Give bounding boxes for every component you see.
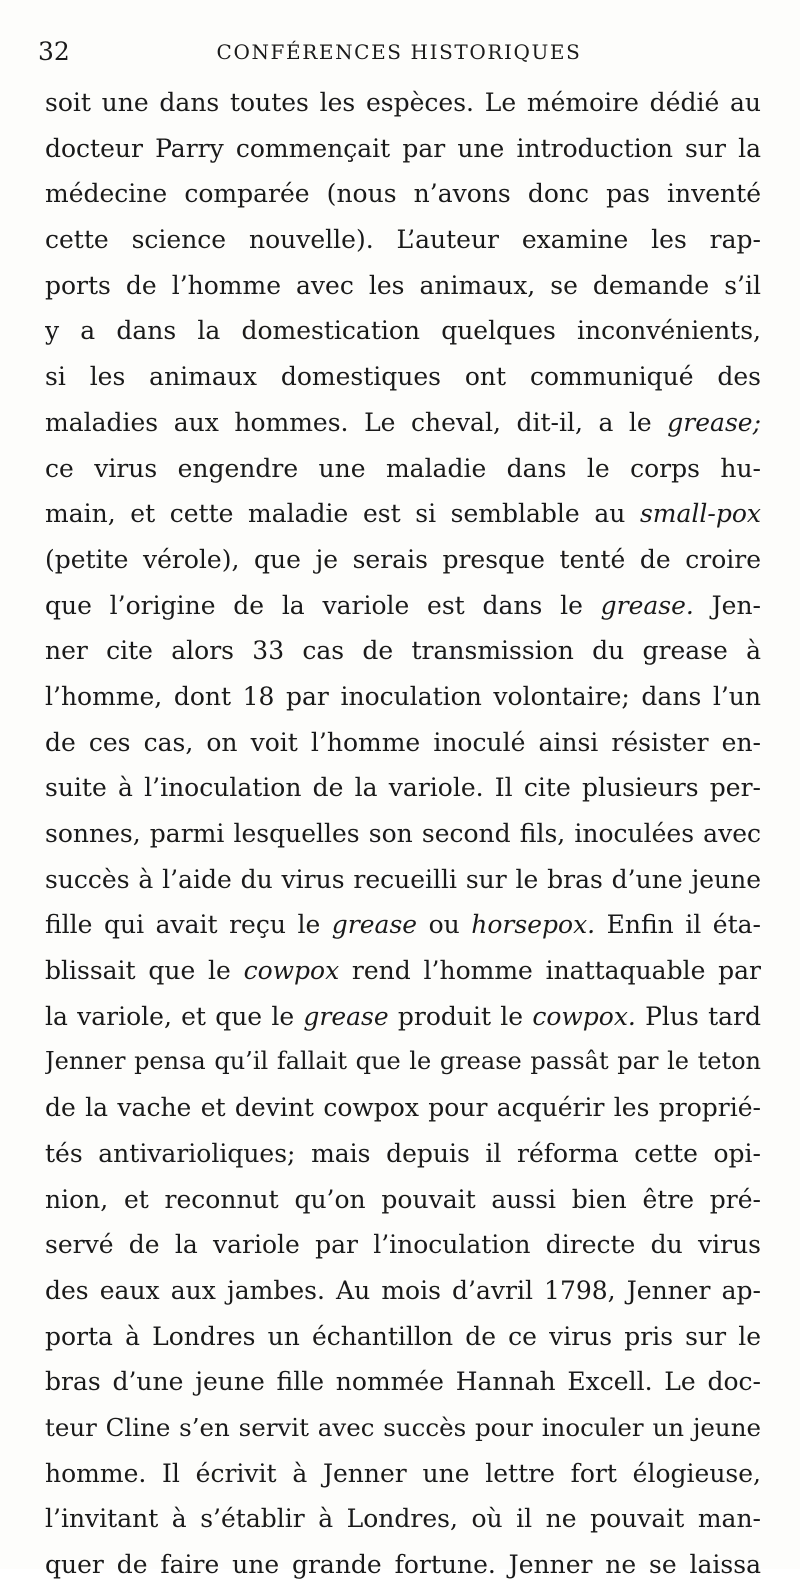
text-run: ports de l’homme avec les animaux, se demande s’il <box>45 270 761 300</box>
text-run: y a dans la domestication quelques inconvénients, <box>45 316 761 346</box>
text-run: l’homme, dont 18 par inoculation volontaire; dans l’un <box>45 681 761 711</box>
italic-text: grease <box>331 910 418 940</box>
text-line <box>45 537 761 583</box>
text-line <box>45 171 761 217</box>
text-run: quer de faire une grande fortune. Jenner ne se laissa <box>45 1550 761 1579</box>
text-line <box>45 811 761 857</box>
text-run: que l’origine de la variole est dans le <box>45 590 601 620</box>
text-line <box>45 1268 761 1314</box>
body-text <box>45 80 761 1588</box>
text-run: cette science nouvelle). L’auteur examine les rap- <box>45 225 761 255</box>
text-run: suite à l’inoculation de la variole. Il cite plusieurs per- <box>45 773 761 803</box>
text-run: porta à Londres un échantillon de ce virus pris sur le <box>45 1321 761 1351</box>
text-line <box>45 1314 761 1360</box>
text-line <box>45 1359 761 1405</box>
text-run: Plus tard <box>635 1001 761 1031</box>
text-run: Enfin il éta- <box>595 910 761 940</box>
text-run: soit une dans toutes les espèces. Le mémoire dédié au <box>45 88 761 117</box>
text-run: fille qui avait reçu le <box>45 910 332 940</box>
text-run: de la vache et devint cowpox pour acquérir les proprié- <box>45 1093 761 1123</box>
italic-text: grease. <box>600 590 694 620</box>
text-run: produit le <box>388 1001 533 1031</box>
text-line <box>45 354 761 400</box>
text-line <box>45 1177 761 1223</box>
italic-text: cowpox. <box>532 1001 636 1031</box>
text-run: tés antivarioliques; mais depuis il réforma cette opi- <box>45 1138 761 1168</box>
text-run: (petite vérole), que je serais presque tenté de croire <box>45 544 761 574</box>
text-line <box>45 948 761 994</box>
text-line <box>45 1542 761 1588</box>
text-run: blissait que le <box>45 956 244 986</box>
italic-text: horsepox. <box>471 910 596 940</box>
text-run: l’invitant à s’établir à Londres, où il ne pouvait man- <box>45 1504 761 1534</box>
text-line <box>45 720 761 766</box>
text-run: main, et cette maladie est si semblable au <box>45 499 640 529</box>
text-run: de ces cas, on voit l’homme inoculé ainsi résister en- <box>45 727 761 757</box>
text-run: Jenner pensa qu’il fallait que le grease passât par le teton <box>45 1047 761 1076</box>
text-run: servé de la variole par l’inoculation directe du virus <box>45 1230 761 1260</box>
text-run: Jen- <box>693 590 761 620</box>
text-line <box>45 217 761 263</box>
text-line <box>45 491 761 537</box>
text-line <box>45 583 761 629</box>
text-line <box>45 400 761 446</box>
text-line <box>45 308 761 354</box>
text-line <box>45 902 761 948</box>
text-line <box>45 765 761 811</box>
running-head <box>38 36 760 68</box>
text-line <box>45 1451 761 1497</box>
text-run: si les animaux domestiques ont communiqué des <box>45 362 761 392</box>
text-line <box>45 126 761 172</box>
text-line <box>45 80 761 126</box>
running-title: CONFÉRENCES HISTORIQUES <box>216 40 582 64</box>
text-line <box>45 1222 761 1268</box>
text-run: sonnes, parmi lesquelles son second fils, inoculées avec <box>45 819 761 848</box>
text-run: la variole, et que le <box>45 1001 304 1031</box>
text-line <box>45 628 761 674</box>
text-run: des eaux aux jambes. Au mois d’avril 1798, Jenner ap- <box>45 1275 761 1305</box>
text-line <box>45 1039 761 1085</box>
text-line <box>45 994 761 1040</box>
italic-text: grease <box>303 1001 389 1031</box>
text-line <box>45 1131 761 1177</box>
text-run: médecine comparée (nous n’avons donc pas inventé <box>45 179 761 209</box>
text-line <box>45 674 761 720</box>
text-run: ou <box>417 910 472 940</box>
text-run: nion, et reconnut qu’on pouvait aussi bien être pré- <box>45 1184 761 1214</box>
italic-text: small-pox <box>639 499 761 529</box>
text-line <box>45 1085 761 1131</box>
text-run: ce virus engendre une maladie dans le corps hu- <box>45 453 761 483</box>
text-run: succès à l’aide du virus recueilli sur le bras d’une jeune <box>45 864 761 894</box>
text-line <box>45 857 761 903</box>
text-run: homme. Il écrivit à Jenner une lettre fort élogieuse, <box>45 1458 761 1488</box>
text-run: ner cite alors 33 cas de transmission du grease à <box>45 636 761 666</box>
page-number: 32 <box>38 37 70 66</box>
text-run: teur Cline s’en servit avec succès pour inoculer un jeune <box>45 1412 761 1442</box>
text-run: bras d’une jeune fille nommée Hannah Excell. Le doc- <box>45 1367 761 1397</box>
text-run: docteur Parry commençait par une introduction sur la <box>45 133 761 163</box>
text-line <box>45 446 761 492</box>
italic-text: grease; <box>667 407 761 437</box>
italic-text: cowpox <box>243 956 340 986</box>
text-line <box>45 1405 761 1451</box>
text-line <box>45 1496 761 1542</box>
text-run: rend l’homme inattaquable par <box>339 956 761 986</box>
text-line <box>45 263 761 309</box>
text-run: maladies aux hommes. Le cheval, dit-il, a le <box>45 407 668 437</box>
